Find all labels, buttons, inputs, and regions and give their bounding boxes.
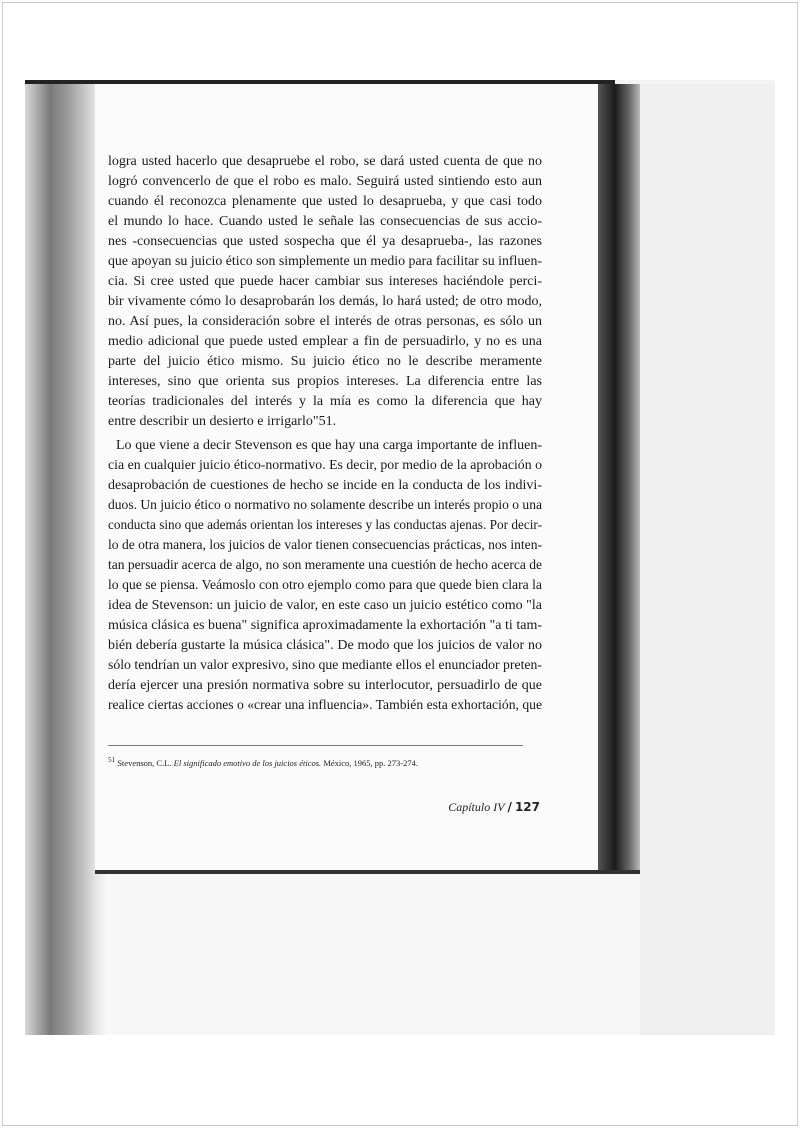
text-line: dería ejercer una presión normativa sobre su interlocutor, persuadirlo de que [108,678,542,693]
text-line: no. Así pues, la consideración sobre el interés de otras personas, es sólo un [108,314,542,329]
footnote-number: 51 [108,756,116,764]
footnote-rule [108,745,523,746]
text-line: logra usted hacerlo que desapruebe el robo, se dará usted cuenta de que no [108,154,542,169]
text-line: lo de otra manera, los juicios de valor tienen consecuencias prácticas, nos inten- [108,538,542,553]
text-line: Lo que viene a decir Stevenson es que hay una carga importante de influen- [116,438,542,453]
text-line: parte del juicio ético mismo. Su juicio ético no le describe meramente [108,354,542,369]
text-line: tan persuadir acerca de algo, no son meramente una cuestión de hecho acerca de [108,558,542,573]
text-line: el mundo lo hace. Cuando usted le señale las consecuencias de sus accio- [108,214,542,229]
text-line: cia en cualquier juicio ético-normativo. Es decir, por medio de la aprobación o [108,458,542,473]
footnote-author: Stevenson, C.L. [117,757,172,768]
paragraph-2 [108,436,542,716]
text-line: intereses, sino que orienta sus propios intereses. La diferencia entre las [108,374,542,389]
text-line: música clásica es buena" significa aproximadamente la exhortación "a ti tam- [108,618,542,633]
book-right-edge [598,84,640,874]
text-line: bién debería gustarte la música clásica". De modo que los juicios de valor no [108,638,542,653]
text-line: medio adicional que puede usted emplear a fin de persuadirlo, y no es una [108,334,542,349]
text-line: que apoyan su juicio ético son simplemente un medio para facilitar su influen- [108,254,542,269]
footer-separator: / [507,800,512,814]
text-line: cuando él reconozca plenamente que usted lo desaprueba, y que casi todo [108,194,542,209]
paragraph-1 [108,152,542,432]
page-number: 127 [514,800,540,814]
chapter-label: Capítulo IV [448,800,505,814]
text-line: entre describir un desierto e irrigarlo"51. [108,414,337,429]
page-footer [420,800,540,815]
text-line: cia. Si cree usted que puede hacer cambiar sus intereses haciéndole perci- [108,274,542,289]
text-line: lo que se piensa. Veámoslo con otro ejemplo como para que quede bien clara la [108,578,542,593]
text-line: nes -consecuencias que usted sospecha que él ya desaprueba-, las razones [108,234,542,249]
book-bottom-edge [95,870,640,874]
text-line: conducta sino que además orientan los intereses y las conductas ajenas. Por decir- [108,518,542,533]
footnote-details: México, 1965, pp. 273-274. [323,757,418,768]
text-line: sólo tendrían un valor expresivo, sino que mediante ellos el enunciador preten- [108,658,542,673]
text-line: desaprobación de cuestiones de hecho se incide en la conducta de los indivi- [108,478,542,493]
text-line: bir vivamente cómo lo desaprobarán los demás, lo hará usted; de otro modo, [108,294,542,309]
scan-lower-area [95,874,640,1035]
text-line: idea de Stevenson: un juicio de valor, en este caso un juicio estético como "la [108,598,542,613]
text-line: realice ciertas acciones o «crear una influencia». También esta exhortación, que [108,698,542,713]
scan-right-area [640,84,775,1035]
text-line: logró convencerlo de que el robo es malo. Seguirá usted sintiendo esto aun [108,174,542,189]
text-line: duos. Un juicio ético o normativo no solamente describe un interés propio o una [108,498,542,513]
footnote-title: El significado emotivo de los juicios éticos. [173,757,322,768]
text-line: teorías tradicionales del interés y la mía es como la diferencia que hay [108,394,542,409]
footnote [108,756,418,768]
